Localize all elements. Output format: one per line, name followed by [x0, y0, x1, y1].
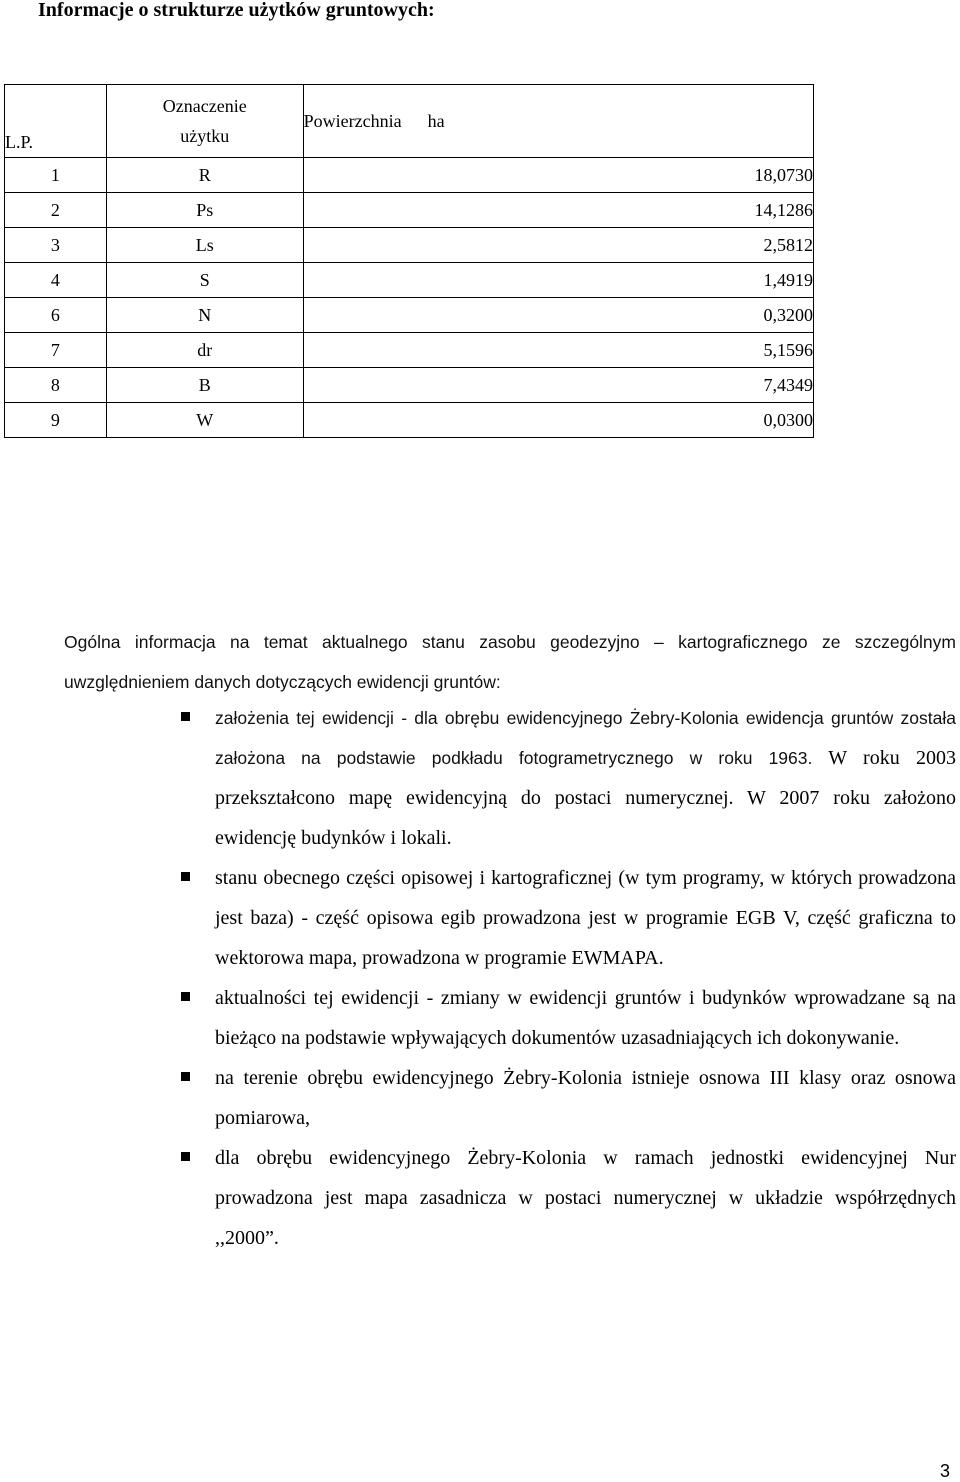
square-bullet-icon [181, 712, 190, 721]
cell-oznaczenie: B [106, 368, 303, 403]
square-bullet-icon [181, 872, 190, 881]
table-row [5, 263, 814, 298]
list-item [0, 1058, 956, 1138]
cell-powierzchnia: 14,1286 [303, 193, 813, 228]
page-number: 3 [940, 1461, 951, 1481]
square-bullet-icon [181, 1072, 190, 1081]
cell-oznaczenie: dr [106, 333, 303, 368]
list-item-text: aktualności tej ewidencji - zmiany w ewidencji gruntów i budynków wprowadzane są na bieżąco na podstawie wpływających dokumentów uzasadniających ich dokonywanie. [215, 987, 956, 1049]
cell-lp: 3 [5, 228, 107, 263]
list-item-text: dla obrębu ewidencyjnego Żebry-Kolonia w ramach jednostki ewidencyjnej Nur prowadzona jest mapa zasadnicza w postaci numerycznej w układzie współrzędnych ,,2000”. [215, 1147, 956, 1249]
cell-powierzchnia: 2,5812 [303, 228, 813, 263]
cell-powierzchnia: 1,4919 [303, 263, 813, 298]
cell-lp: 6 [5, 298, 107, 333]
cell-lp: 7 [5, 333, 107, 368]
list-item [0, 698, 956, 858]
bullet-list [0, 698, 960, 1258]
page-heading: Informacje o strukturze użytków gruntowych: [38, 0, 435, 21]
cell-lp: 2 [5, 193, 107, 228]
header-oznaczenie-line2: użytku [180, 126, 230, 146]
header-powierzchnia-label: Powierzchnia [303, 111, 402, 131]
list-item-text: założenia tej ewidencji - dla obrębu ewidencyjnego Żebry-Kolonia ewidencja gruntów została założona na podstawie podkładu fotogrametrycznego w roku 1963. [215, 708, 956, 768]
header-oznaczenie [106, 85, 303, 158]
cell-lp: 9 [5, 403, 107, 438]
table-row [5, 368, 814, 403]
list-item-text: stanu obecnego części opisowej i kartograficznej (w tym programy, w których prowadzona jest baza) - część opisowa egib prowadzona jest w programie EGB V, część graficzna to wektorowa mapa, prowadzona w programie EWMAPA. [215, 867, 956, 969]
table-row [5, 228, 814, 263]
table-row [5, 193, 814, 228]
cell-oznaczenie: Ls [106, 228, 303, 263]
cell-oznaczenie: W [106, 403, 303, 438]
table-row [5, 158, 814, 193]
cell-oznaczenie: Ps [106, 193, 303, 228]
list-item [0, 978, 956, 1058]
cell-lp: 1 [5, 158, 107, 193]
land-use-table [4, 84, 814, 438]
header-lp: L.P. [5, 85, 107, 158]
cell-lp: 8 [5, 368, 107, 403]
cell-oznaczenie: S [106, 263, 303, 298]
cell-oznaczenie: R [106, 158, 303, 193]
cell-oznaczenie: N [106, 298, 303, 333]
intro-paragraph: Ogólna informacja na temat aktualnego stanu zasobu geodezyjno – kartograficznego ze szczególnym uwzględnieniem danych dotyczących ewidencji gruntów: [64, 632, 956, 692]
table-row [5, 298, 814, 333]
cell-powierzchnia: 5,1596 [303, 333, 813, 368]
table-header-row [5, 85, 814, 158]
header-unit: ha [427, 111, 445, 131]
header-powierzchnia [303, 85, 813, 158]
cell-powierzchnia: 0,3200 [303, 298, 813, 333]
header-oznaczenie-line1: Oznaczenie [162, 96, 247, 116]
cell-powierzchnia: 7,4349 [303, 368, 813, 403]
square-bullet-icon [181, 992, 190, 1001]
cell-lp: 4 [5, 263, 107, 298]
cell-powierzchnia: 0,0300 [303, 403, 813, 438]
square-bullet-icon [181, 1152, 190, 1161]
list-item-text: na terenie obrębu ewidencyjnego Żebry-Kolonia istnieje osnowa III klasy oraz osnowa pomiarowa, [215, 1067, 956, 1129]
list-item-text-serif: W roku 2003 przekształcono mapę ewidencyjną do postaci numerycznej. W 2007 roku założono ewidencję budynków i lokali. [215, 747, 956, 849]
table-row [5, 403, 814, 438]
table-row [5, 333, 814, 368]
list-item [0, 858, 956, 978]
cell-powierzchnia: 18,0730 [303, 158, 813, 193]
list-item [0, 1138, 956, 1258]
